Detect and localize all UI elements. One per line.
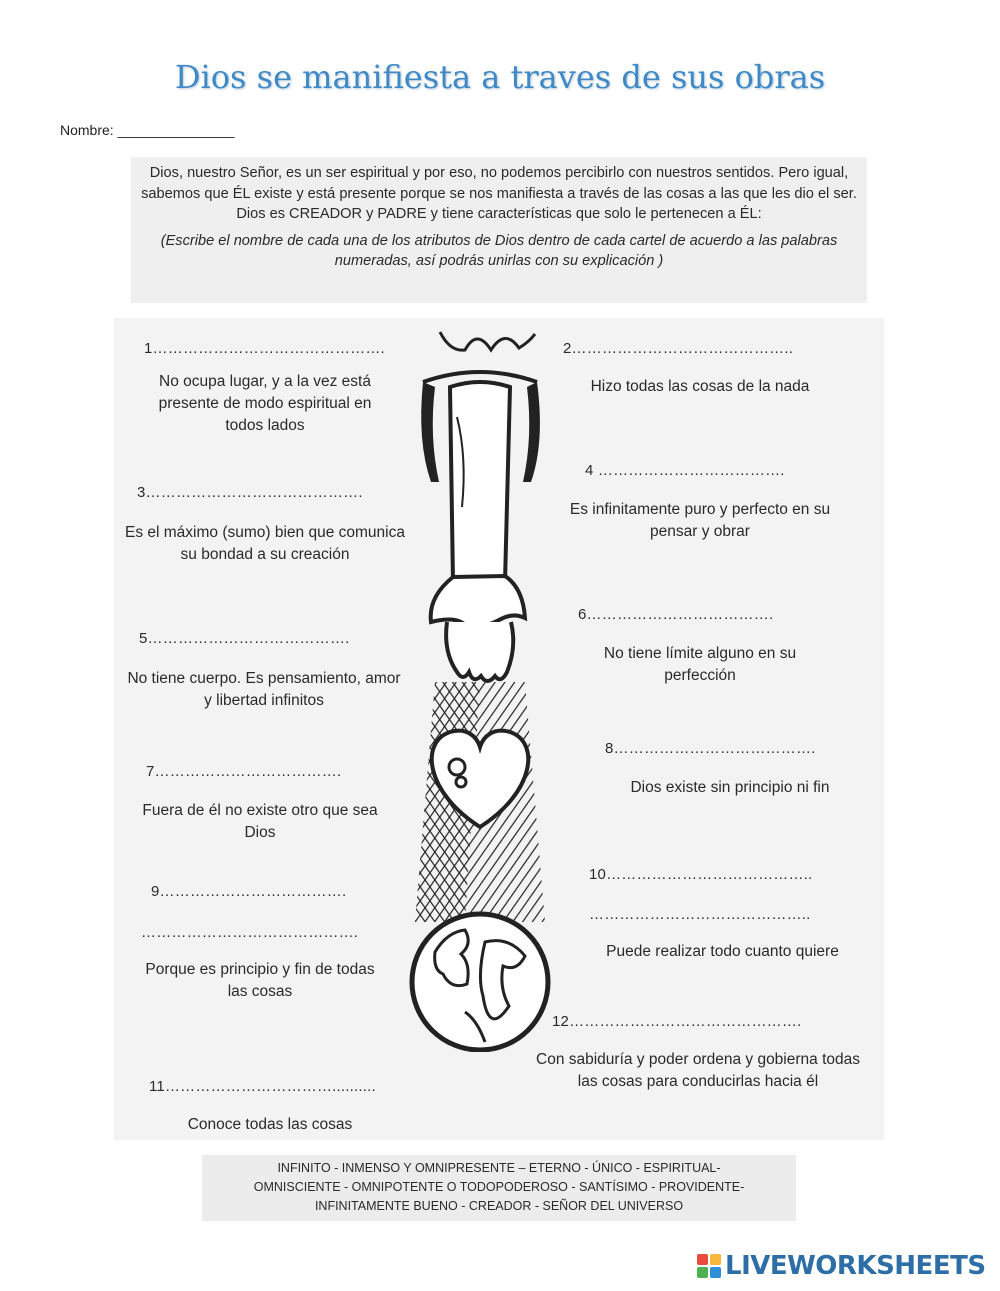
blank-9[interactable]: 9………………………………. — [151, 883, 347, 900]
word-bank-line-1: INFINITO - INMENSO Y OMNIPRESENTE – ETERNO - ÚNICO - ESPIRITUAL- — [277, 1161, 721, 1175]
intro-text: Dios, nuestro Señor, es un ser espiritual y por eso, no podemos percibirlo con nuestros sentidos. Pero igual, sabemos que ÉL existe y está presente porque se nos manifiesta a través de las cosas a las que les dio el ser. Dios es CREADOR y PADRE y tiene características que solo le pertenecen a ÉL: — [141, 165, 857, 222]
blank-5[interactable]: 5…………………………………. — [139, 630, 350, 647]
blank-3[interactable]: 3……………………………………. — [137, 484, 363, 501]
desc-8: Dios existe sin principio ni fin — [630, 779, 830, 796]
desc-3: Es el máximo (sumo) bien que comunica su bondad a su creación — [125, 524, 405, 563]
blank-11[interactable]: 11…………………………….......... — [149, 1078, 376, 1095]
blank-6[interactable]: 6………………………………. — [578, 606, 774, 623]
desc-1: No ocupa lugar, y a la vez está presente de modo espiritual en todos lados — [158, 373, 372, 434]
page-title: Dios se manifiesta a traves de sus obras — [174, 58, 826, 96]
word-bank-line-3: INFINITAMENTE BUENO - CREADOR - SEÑOR DEL UNIVERSO — [314, 1199, 684, 1213]
desc-12: Con sabiduría y poder ordena y gobierna todas las cosas para conducirlas hacia él — [536, 1051, 860, 1090]
word-bank — [202, 1155, 796, 1221]
desc-4: Es infinitamente puro y perfecto en su pensar y obrar — [569, 501, 831, 540]
blank-10-line2[interactable]: …………………………………….. — [589, 906, 811, 923]
blank-2[interactable]: 2…………………………………….. — [563, 340, 794, 357]
arm-heart-world-illustration — [395, 322, 565, 1052]
blank-4[interactable]: 4 ………………………………. — [585, 462, 785, 479]
brand-name: LIVEWORKSHEETS — [725, 1251, 986, 1281]
desc-5: No tiene cuerpo. Es pensamiento, amor y libertad infinitos — [127, 670, 401, 709]
desc-9: Porque es principio y fin de todas las cosas — [145, 961, 375, 1000]
desc-7: Fuera de él no existe otro que sea Dios — [142, 802, 378, 841]
desc-10: Puede realizar todo cuanto quiere — [606, 943, 839, 960]
intro-instruction: (Escribe el nombre de cada una de los atributos de Dios dentro de cada cartel de acuerdo a las palabras numeradas, así podrás unirlas con su explicación ) — [160, 232, 838, 269]
desc-6: No tiene límite alguno en su perfección — [603, 645, 797, 684]
blank-7[interactable]: 7………………………………. — [146, 763, 342, 780]
sun-rays-icon — [440, 332, 535, 350]
desc-2: Hizo todas las cosas de la nada — [590, 378, 810, 395]
blank-8[interactable]: 8…………………………………. — [605, 740, 816, 757]
blank-9-line2[interactable]: ……………………………………. — [141, 924, 359, 941]
desc-11: Conoce todas las cosas — [187, 1116, 353, 1133]
liveworksheets-logo-icon — [697, 1254, 721, 1278]
liveworksheets-brand — [697, 1251, 986, 1281]
blank-10[interactable]: 10………………………………….. — [589, 866, 813, 883]
word-bank-line-2: OMNISCIENTE - OMNIPOTENTE O TODOPODEROSO - SANTÍSIMO - PROVIDENTE- — [253, 1180, 745, 1194]
name-field-label: Nombre: _______________ — [60, 122, 235, 138]
blank-12[interactable]: 12………………………………………. — [552, 1013, 802, 1030]
blank-1[interactable]: 1………………………………………. — [144, 340, 385, 357]
intro-box — [131, 157, 867, 303]
